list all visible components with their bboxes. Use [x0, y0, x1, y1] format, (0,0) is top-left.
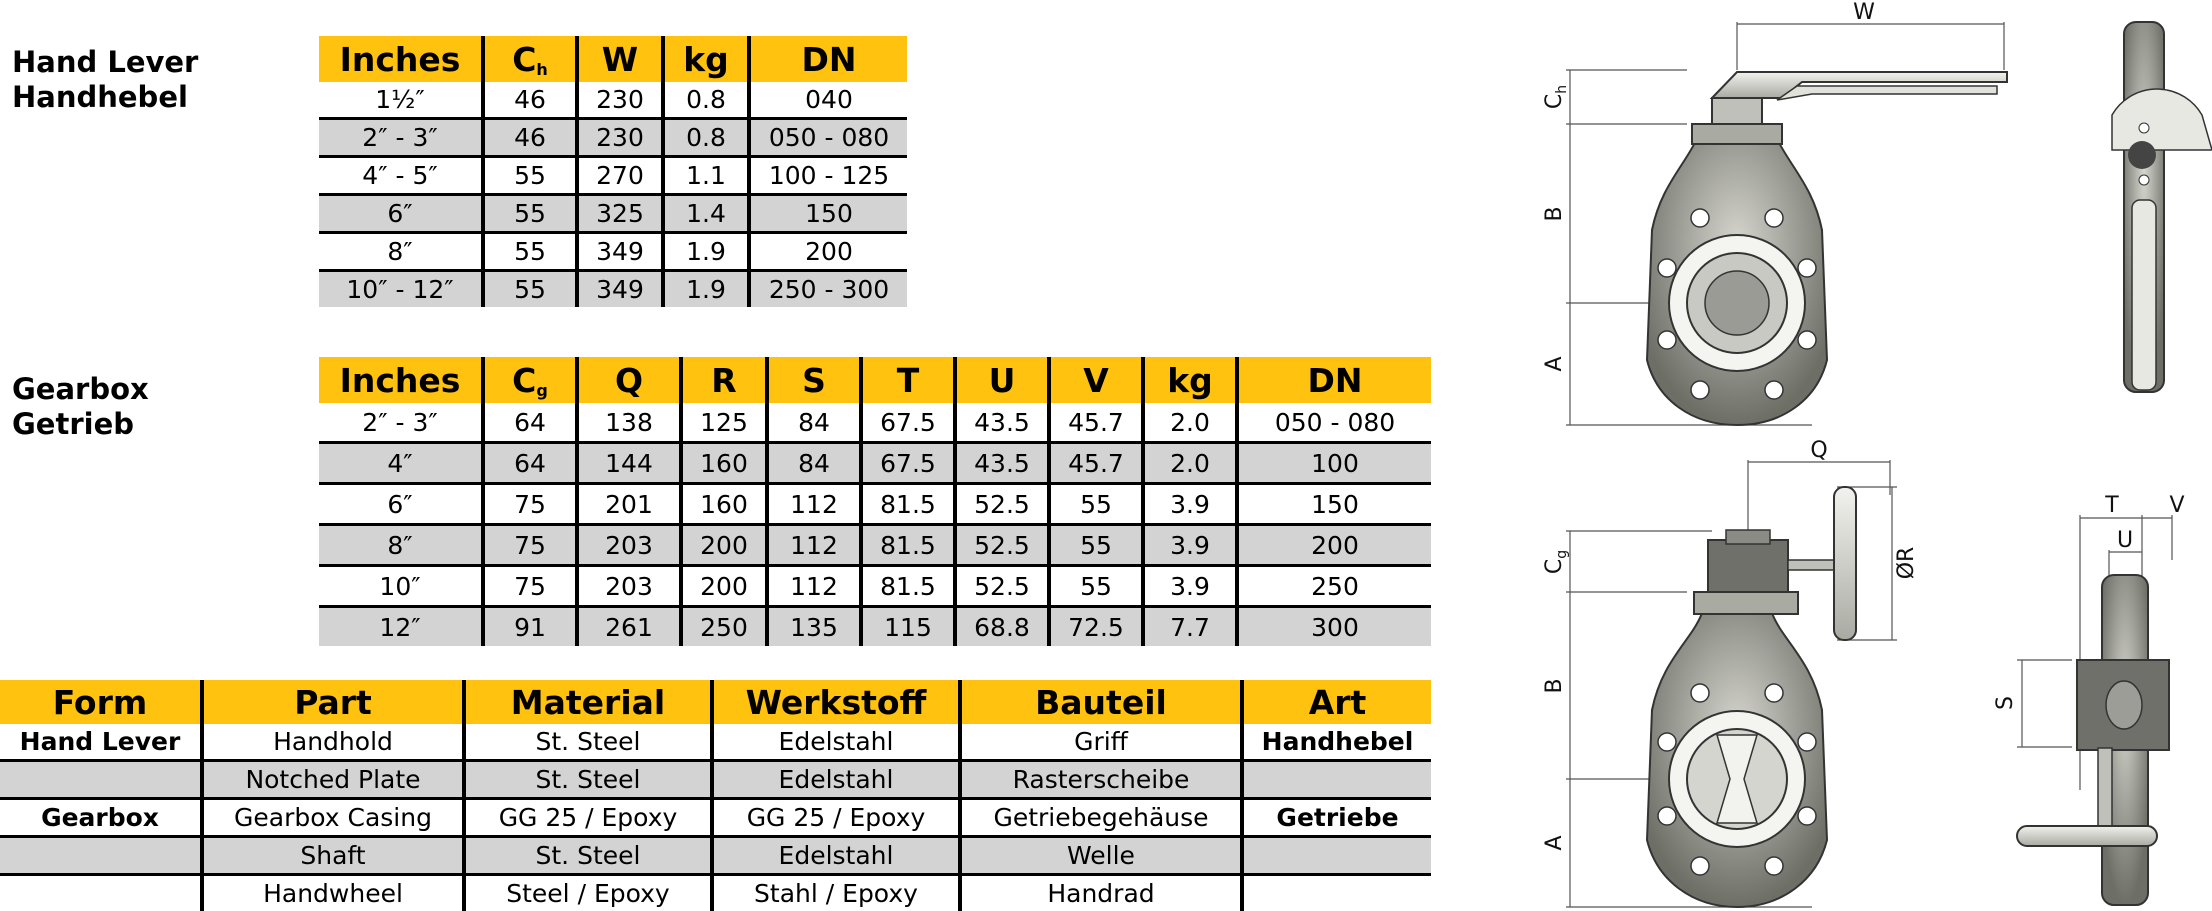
hand-lever-label	[12, 45, 198, 115]
dim-label-a-top: A	[1542, 356, 1567, 372]
table-row	[319, 119, 907, 157]
table-cell: Welle	[960, 837, 1242, 875]
table-cell: 1.9	[663, 233, 749, 271]
table-cell: Notched Plate	[202, 761, 464, 799]
col-ch-main: C	[512, 39, 537, 79]
table-cell: 46	[483, 82, 577, 119]
dim-label-u: U	[2116, 528, 2134, 553]
table-cell: Edelstahl	[712, 761, 960, 799]
col-kg: kg	[663, 36, 749, 82]
table-cell: 55	[1049, 484, 1143, 525]
table-cell: 4″ - 5″	[362, 161, 438, 190]
table-cell: 52.5	[955, 566, 1049, 607]
table-row	[319, 403, 1431, 443]
col-bauteil: Bauteil	[960, 680, 1242, 724]
table-cell: 45.7	[1049, 443, 1143, 484]
table-cell: Gearbox	[41, 803, 159, 832]
table-cell: 46	[483, 119, 577, 157]
table-cell: 64	[483, 443, 577, 484]
table-row	[319, 525, 1431, 566]
table-cell	[1242, 837, 1431, 875]
table-cell: 160	[681, 484, 767, 525]
gearbox-table	[319, 357, 1431, 646]
table-cell: Shaft	[202, 837, 464, 875]
table-cell: 2″ - 3″	[362, 407, 438, 437]
hand-lever-valve-front	[1647, 72, 2007, 425]
table-cell	[1242, 875, 1431, 911]
table-cell: 349	[577, 233, 663, 271]
table-row	[0, 761, 1431, 799]
col-form: Form	[0, 680, 202, 724]
table-cell: 203	[577, 566, 681, 607]
dim-label-a-bottom: A	[1542, 835, 1567, 851]
table-cell: 55	[1049, 525, 1143, 566]
table-cell: 68.8	[955, 607, 1049, 647]
table-cell: 3.9	[1143, 566, 1237, 607]
table-row	[319, 566, 1431, 607]
table-row	[0, 724, 1431, 761]
table-cell: 75	[483, 525, 577, 566]
col-material: Material	[464, 680, 712, 724]
table-row	[319, 195, 907, 233]
col-v: V	[1049, 357, 1143, 403]
dim-label-v: V	[2169, 493, 2185, 518]
table-cell: 112	[767, 566, 861, 607]
table-cell: 270	[577, 157, 663, 195]
gearbox-label-de: Getrieb	[12, 407, 135, 441]
table-cell: St. Steel	[464, 724, 712, 761]
table-row	[319, 157, 907, 195]
materials-table	[0, 680, 1431, 911]
table-cell: 55	[1049, 566, 1143, 607]
table-cell: 261	[577, 607, 681, 647]
table-cell: 84	[767, 403, 861, 443]
col-cg-main: C	[512, 360, 537, 400]
table-cell: 300	[1237, 607, 1431, 647]
table-cell: Rasterscheibe	[960, 761, 1242, 799]
table-cell	[0, 837, 202, 875]
table-cell: 250 - 300	[749, 271, 907, 308]
table-cell: 200	[1237, 525, 1431, 566]
col-r: R	[681, 357, 767, 403]
table-row	[0, 875, 1431, 911]
table-cell: 1.4	[663, 195, 749, 233]
table-cell: 125	[681, 403, 767, 443]
table-cell: 250	[1237, 566, 1431, 607]
table-cell: GG 25 / Epoxy	[712, 799, 960, 837]
table-row	[319, 82, 907, 119]
table-cell: 200	[681, 525, 767, 566]
col-inches: Inches	[319, 36, 483, 82]
hand-lever-table	[319, 36, 907, 307]
table-cell: St. Steel	[464, 837, 712, 875]
col-q: Q	[577, 357, 681, 403]
table-row	[0, 799, 1431, 837]
table-cell: 144	[577, 443, 681, 484]
table-cell: 250	[681, 607, 767, 647]
col-ch	[483, 36, 577, 82]
table-cell: 55	[483, 157, 577, 195]
table-cell: 150	[1237, 484, 1431, 525]
table-cell: 4″	[319, 443, 483, 484]
table-cell: 0.8	[663, 119, 749, 157]
col-part: Part	[202, 680, 464, 724]
table-cell: 325	[577, 195, 663, 233]
table-cell: 040	[749, 82, 907, 119]
col-werkstoff: Werkstoff	[712, 680, 960, 724]
table-cell: 91	[483, 607, 577, 647]
table-cell: 6″	[387, 489, 413, 519]
table-cell: 230	[577, 119, 663, 157]
table-row	[0, 837, 1431, 875]
table-cell: 138	[577, 403, 681, 443]
table-row	[319, 443, 1431, 484]
table-row	[319, 484, 1431, 525]
table-cell: 12″	[319, 607, 483, 647]
table-cell: Gearbox Casing	[202, 799, 464, 837]
table-cell: 100	[1237, 443, 1431, 484]
table-row	[319, 271, 907, 308]
table-cell: Getriebe	[1242, 799, 1431, 837]
table-cell: Griff	[960, 724, 1242, 761]
table-cell: 64	[483, 403, 577, 443]
table-cell: Edelstahl	[712, 837, 960, 875]
gearbox-valve-front	[1647, 487, 1856, 907]
table-cell: 3.9	[1143, 484, 1237, 525]
table-cell: 1.1	[663, 157, 749, 195]
table-cell: Hand Lever	[19, 727, 181, 756]
table-cell: 2.0	[1143, 403, 1237, 443]
table-cell: GG 25 / Epoxy	[464, 799, 712, 837]
table-cell: 75	[483, 484, 577, 525]
dim-label-ch-main: C	[1542, 93, 1567, 110]
table-cell: 8″	[387, 237, 413, 266]
table-cell: 55	[483, 271, 577, 308]
hand-lever-label-en: Hand Lever	[12, 45, 199, 79]
dim-label-q: Q	[1810, 438, 1828, 463]
dim-label-b-top: B	[1542, 206, 1567, 222]
table-cell: Handhebel	[1242, 724, 1431, 761]
table-cell: 52.5	[955, 525, 1049, 566]
table-cell: 43.5	[955, 403, 1049, 443]
table-cell: 115	[861, 607, 955, 647]
col-art: Art	[1242, 680, 1431, 724]
hand-lever-label-de: Handhebel	[12, 80, 188, 114]
dim-label-b-bottom: B	[1542, 678, 1567, 694]
table-cell: Steel / Epoxy	[464, 875, 712, 911]
table-cell: 67.5	[861, 443, 955, 484]
table-cell: 55	[483, 233, 577, 271]
col-s: S	[767, 357, 861, 403]
table-header-row	[319, 357, 1431, 403]
table-cell: 6″	[319, 195, 483, 233]
table-cell: 0.8	[663, 82, 749, 119]
table-cell: Stahl / Epoxy	[712, 875, 960, 911]
table-cell: Handrad	[960, 875, 1242, 911]
dim-label-r: ØR	[1894, 546, 1919, 580]
table-cell	[0, 875, 202, 911]
col-ch-sub: h	[536, 59, 548, 79]
table-cell: 81.5	[861, 566, 955, 607]
table-row	[319, 607, 1431, 647]
table-cell: 84	[767, 443, 861, 484]
table-cell	[1242, 761, 1431, 799]
table-cell: 050 - 080	[749, 119, 907, 157]
col-dn: DN	[749, 36, 907, 82]
gearbox-valve-side	[2017, 575, 2169, 905]
dim-label-ch	[1542, 85, 1570, 109]
dim-label-t: T	[2105, 493, 2119, 518]
col-inches: Inches	[319, 357, 483, 403]
table-cell: 050 - 080	[1237, 403, 1431, 443]
table-cell: Handhold	[202, 724, 464, 761]
table-cell: Handwheel	[202, 875, 464, 911]
table-header-row	[0, 680, 1431, 724]
table-cell: 43.5	[955, 443, 1049, 484]
dim-label-w: W	[1853, 0, 1875, 25]
table-cell: 52.5	[955, 484, 1049, 525]
col-cg-sub: g	[536, 380, 548, 400]
table-cell: 160	[681, 443, 767, 484]
table-cell: 203	[577, 525, 681, 566]
dim-label-s: S	[1993, 696, 2018, 710]
table-cell: 7.7	[1143, 607, 1237, 647]
table-cell: 150	[749, 195, 907, 233]
table-cell: 72.5	[1049, 607, 1143, 647]
table-cell: Edelstahl	[712, 724, 960, 761]
table-cell	[0, 761, 202, 799]
table-cell: 1½″	[375, 85, 425, 114]
dim-label-ch-sub: h	[1554, 84, 1570, 94]
col-cg	[483, 357, 577, 403]
table-cell: 2″ - 3″	[319, 119, 483, 157]
table-cell: 349	[577, 271, 663, 308]
dim-label-cg	[1542, 550, 1570, 574]
table-cell: 112	[767, 525, 861, 566]
gearbox-label	[12, 372, 149, 442]
table-cell: 2.0	[1143, 443, 1237, 484]
table-cell: Getriebegehäuse	[960, 799, 1242, 837]
table-cell: 112	[767, 484, 861, 525]
dim-label-cg-main: C	[1542, 558, 1567, 575]
table-cell: 200	[749, 233, 907, 271]
table-cell: 10″	[379, 571, 421, 601]
table-cell: 230	[577, 82, 663, 119]
hand-lever-valve-side	[2112, 22, 2212, 392]
col-dn: DN	[1237, 357, 1431, 403]
table-cell: 200	[681, 566, 767, 607]
table-cell: 45.7	[1049, 403, 1143, 443]
col-w: W	[577, 36, 663, 82]
table-cell: 8″	[319, 525, 483, 566]
table-header-row	[319, 36, 907, 82]
table-cell: 10″ - 12″	[319, 271, 483, 308]
table-cell: St. Steel	[464, 761, 712, 799]
dim-label-cg-sub: g	[1554, 549, 1570, 559]
col-t: T	[861, 357, 955, 403]
table-cell: 1.9	[663, 271, 749, 308]
table-cell: 135	[767, 607, 861, 647]
table-cell: 3.9	[1143, 525, 1237, 566]
table-row	[319, 233, 907, 271]
table-cell: 201	[577, 484, 681, 525]
col-kg: kg	[1143, 357, 1237, 403]
table-cell: 75	[483, 566, 577, 607]
table-cell: 81.5	[861, 525, 955, 566]
valve-drawings	[1512, 0, 2212, 911]
col-u: U	[955, 357, 1049, 403]
table-cell: 100 - 125	[749, 157, 907, 195]
table-cell: 81.5	[861, 484, 955, 525]
table-cell: 67.5	[861, 403, 955, 443]
table-cell: 55	[483, 195, 577, 233]
gearbox-label-en: Gearbox	[12, 372, 149, 406]
